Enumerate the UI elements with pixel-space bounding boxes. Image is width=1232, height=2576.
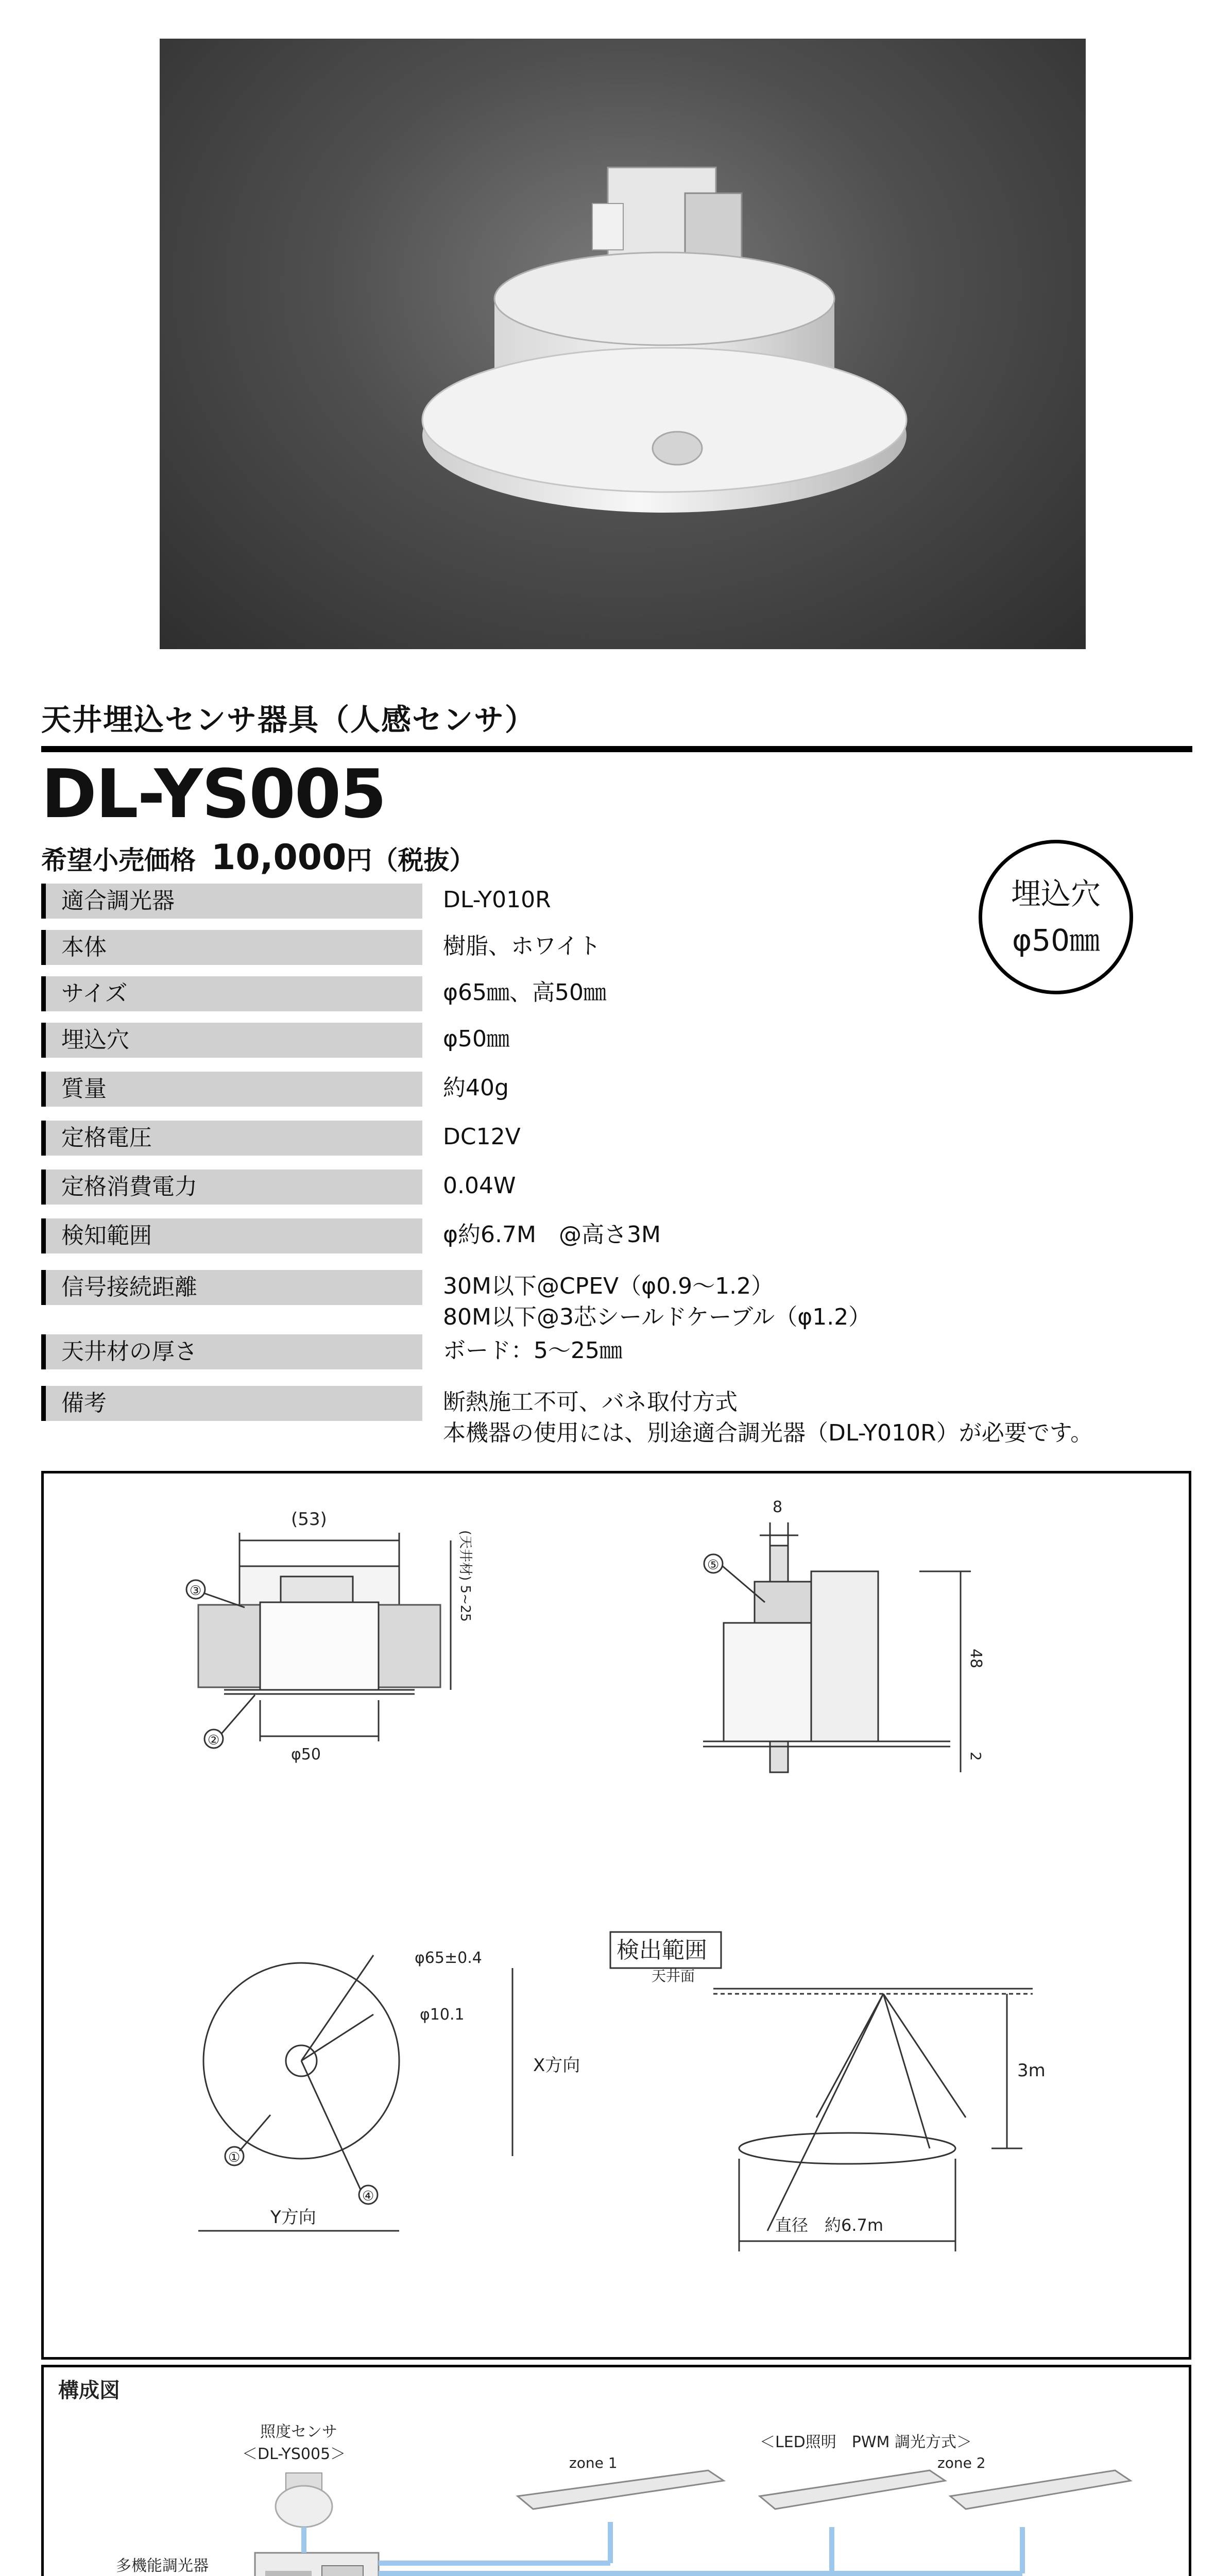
- sensor-icon: [276, 2473, 332, 2527]
- spec-label: サイズ: [41, 976, 422, 1011]
- spec-value: φ約6.7M @高さ3M: [443, 1222, 661, 1248]
- model-number: DL-YS005: [41, 755, 386, 833]
- callout-5: ⑤: [707, 1557, 720, 1573]
- side-view: [186, 1533, 451, 1748]
- wiring: [304, 2522, 1022, 2576]
- spec-value-line2: 80M以下@3芯シールドケーブル（φ1.2）: [443, 1304, 871, 1330]
- height-label: 3m: [1017, 2060, 1046, 2081]
- spec-label: 定格電圧: [41, 1121, 422, 1156]
- dim-outer: φ65±0.4: [415, 1949, 482, 1967]
- composition-title: 構成図: [58, 2379, 120, 2402]
- spec-value: 樹脂、ホワイト: [443, 933, 601, 959]
- led-bars: [518, 2470, 1131, 2509]
- category-title: 天井埋込センサ器具（人感センサ）: [41, 702, 536, 737]
- pwm-label: ＜LED照明 PWM 調光方式＞: [760, 2433, 972, 2451]
- range-title: 検出範囲: [617, 1937, 707, 1963]
- spec-label: 質量: [41, 1072, 422, 1107]
- spec-value: 30M以下@CPEV（φ0.9〜1.2）: [443, 1273, 774, 1299]
- spec-label: 検知範囲: [41, 1218, 422, 1253]
- spec-value: ボード：5〜25㎜: [443, 1337, 622, 1364]
- spec-label: 埋込穴: [41, 1023, 422, 1058]
- price-value: 10,000: [211, 837, 347, 878]
- spec-value: DC12V: [443, 1124, 521, 1150]
- dim-48: 48: [967, 1649, 985, 1669]
- composition-svg: [44, 2367, 1189, 2576]
- callout-2: ②: [208, 1733, 220, 1748]
- diameter-label: 直径 約6.7m: [775, 2215, 884, 2235]
- spec-value: 約40g: [443, 1075, 509, 1101]
- spec-label: 本体: [41, 930, 422, 965]
- spec-label: 天井材の厚さ: [41, 1334, 422, 1369]
- composition-diagram: [41, 2365, 1191, 2576]
- zone1-label: zone 1: [569, 2454, 618, 2471]
- price-tax-note: 円（税抜）: [346, 845, 475, 875]
- spec-value: φ50㎜: [443, 1026, 510, 1052]
- spec-value: 0.04W: [443, 1173, 516, 1199]
- spec-label: 適合調光器: [41, 884, 422, 919]
- price-label: 希望小売価格: [41, 845, 196, 875]
- dim-ceiling: (天井材) 5~25: [457, 1530, 473, 1622]
- callout-1: ①: [228, 2150, 241, 2165]
- x-direction: X方向: [533, 2055, 580, 2076]
- dim-2: 2: [967, 1752, 984, 1761]
- y-direction: Y方向: [270, 2207, 316, 2228]
- spec-value: 断熱施工不可、バネ取付方式: [443, 1389, 738, 1415]
- spec-value: DL-Y010R: [443, 887, 551, 913]
- spec-value-line2: 本機器の使用には、別途適合調光器（DL-Y010R）が必要です。: [443, 1420, 1093, 1446]
- sensor-label: 照度センサ: [260, 2423, 337, 2441]
- spec-label: 備考: [41, 1386, 422, 1421]
- drawing-svg: [44, 1473, 1189, 2357]
- sensor-image: [160, 39, 1086, 649]
- spec-label: 信号接続距離: [41, 1270, 422, 1305]
- callout-4: ④: [362, 2189, 374, 2204]
- spec-label: 定格消費電力: [41, 1170, 422, 1205]
- spec-value: φ65㎜、高50㎜: [443, 979, 607, 1006]
- title-divider: [41, 746, 1192, 752]
- price-line: [41, 837, 475, 878]
- product-photo: [160, 39, 1086, 649]
- zone2-label: zone 2: [937, 2454, 986, 2471]
- top-view: [198, 1955, 512, 2231]
- dimmer-label: 多機能調光器: [116, 2557, 209, 2575]
- badge-line1: 埋込穴: [1011, 876, 1101, 911]
- dim-hole: φ50: [291, 1745, 321, 1764]
- dim-8: 8: [773, 1498, 783, 1516]
- dim-inner: φ10.1: [420, 2006, 465, 2024]
- sensor-model: ＜DL-YS005＞: [242, 2445, 346, 2463]
- hole-size-badge: [979, 840, 1133, 994]
- callout-3: ③: [190, 1583, 202, 1599]
- dimmer-icon: [255, 2553, 379, 2576]
- technical-drawing: [41, 1471, 1191, 2360]
- front-view: [703, 1522, 971, 1772]
- badge-line2: φ50㎜: [1012, 923, 1100, 958]
- dim-53: (53): [291, 1509, 327, 1530]
- ceiling-label: 天井面: [652, 1968, 695, 1985]
